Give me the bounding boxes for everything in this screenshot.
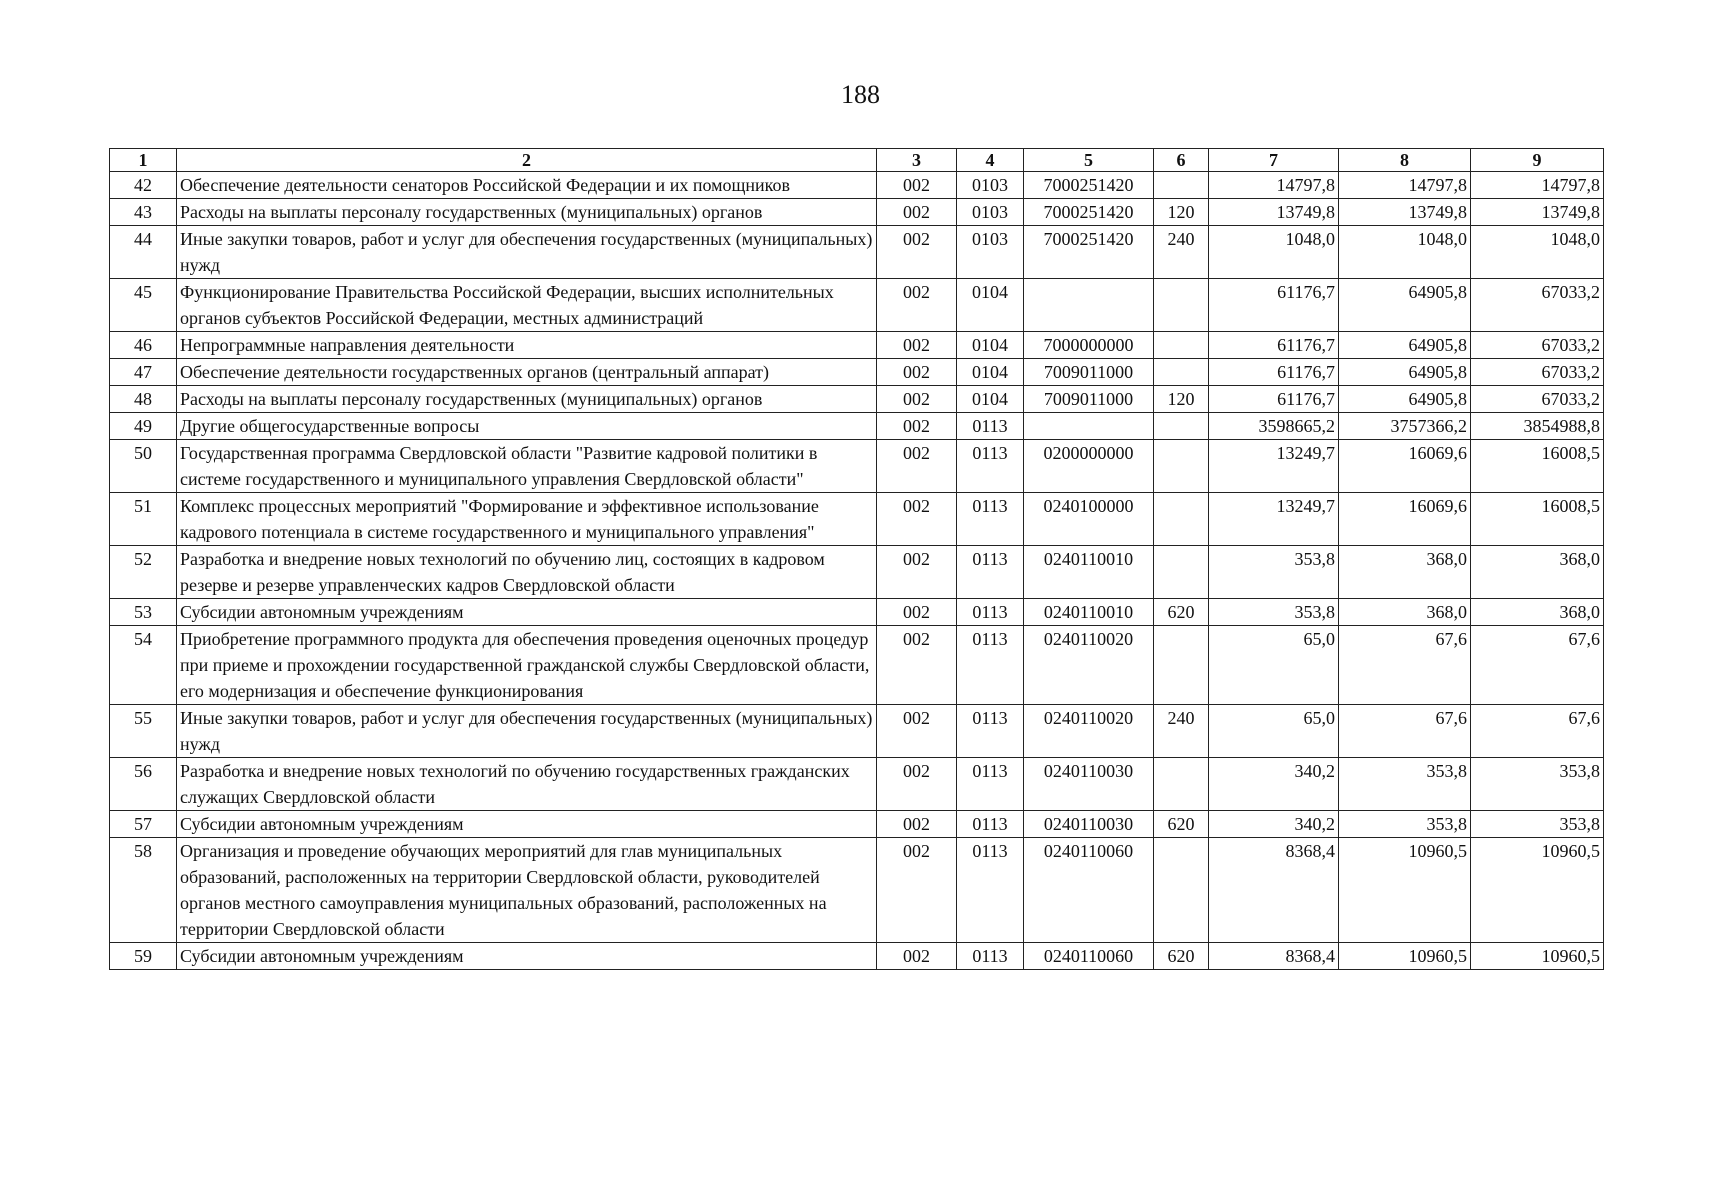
ministry-code-cell: 002 (877, 626, 957, 705)
expense-type-cell: 620 (1154, 811, 1209, 838)
amount-cell-col9: 3854988,8 (1471, 413, 1604, 440)
expense-name-cell: Субсидии автономным учреждениям (177, 599, 877, 626)
expense-name-cell: Функционирование Правительства Российской Федерации, высших исполнительных органов субъектов Российской Федерации, местных администраций (177, 279, 877, 332)
ministry-code-cell: 002 (877, 172, 957, 199)
amount-cell-col9: 67033,2 (1471, 386, 1604, 413)
table-row (110, 626, 1604, 705)
row-number-cell: 48 (110, 386, 177, 413)
expense-name-cell: Приобретение программного продукта для обеспечения проведения оценочных процедур при приеме и прохождении государственной гражданской службы Свердловской области, его модернизация и обеспечение функционирования (177, 626, 877, 705)
table-row (110, 705, 1604, 758)
section-code-cell: 0103 (957, 172, 1024, 199)
target-article-cell: 0240100000 (1024, 493, 1154, 546)
expense-type-cell (1154, 332, 1209, 359)
amount-cell-col8: 353,8 (1339, 758, 1471, 811)
table-row (110, 386, 1604, 413)
expense-name-cell: Обеспечение деятельности государственных органов (центральный аппарат) (177, 359, 877, 386)
ministry-code-cell: 002 (877, 943, 957, 970)
row-number-cell: 47 (110, 359, 177, 386)
row-number-cell: 46 (110, 332, 177, 359)
expense-type-cell (1154, 758, 1209, 811)
amount-cell-col8: 368,0 (1339, 599, 1471, 626)
amount-cell-col7: 61176,7 (1209, 279, 1339, 332)
target-article-cell: 0200000000 (1024, 440, 1154, 493)
expense-name-cell: Расходы на выплаты персоналу государственных (муниципальных) органов (177, 199, 877, 226)
target-article-cell: 0240110020 (1024, 626, 1154, 705)
amount-cell-col9: 1048,0 (1471, 226, 1604, 279)
target-article-cell: 0240110060 (1024, 943, 1154, 970)
amount-cell-col8: 64905,8 (1339, 332, 1471, 359)
row-number-cell: 58 (110, 838, 177, 943)
amount-cell-col8: 1048,0 (1339, 226, 1471, 279)
expense-name-cell: Иные закупки товаров, работ и услуг для обеспечения государственных (муниципальных) нужд (177, 705, 877, 758)
amount-cell-col9: 67,6 (1471, 705, 1604, 758)
amount-cell-col7: 65,0 (1209, 705, 1339, 758)
table-row (110, 758, 1604, 811)
row-number-cell: 59 (110, 943, 177, 970)
target-article-cell: 0240110010 (1024, 546, 1154, 599)
expense-type-cell: 120 (1154, 386, 1209, 413)
expense-type-cell (1154, 838, 1209, 943)
amount-cell-col7: 14797,8 (1209, 172, 1339, 199)
row-number-cell: 43 (110, 199, 177, 226)
amount-cell-col9: 67033,2 (1471, 332, 1604, 359)
table-row (110, 226, 1604, 279)
row-number-cell: 53 (110, 599, 177, 626)
page-number: 188 (841, 80, 880, 109)
table-row (110, 279, 1604, 332)
row-number-cell: 57 (110, 811, 177, 838)
ministry-code-cell: 002 (877, 359, 957, 386)
section-code-cell: 0113 (957, 626, 1024, 705)
header-cell: 5 (1024, 149, 1154, 172)
target-article-cell: 0240110010 (1024, 599, 1154, 626)
row-number-cell: 49 (110, 413, 177, 440)
amount-cell-col7: 3598665,2 (1209, 413, 1339, 440)
section-code-cell: 0113 (957, 493, 1024, 546)
target-article-cell: 0240110060 (1024, 838, 1154, 943)
expense-name-cell: Обеспечение деятельности сенаторов Российской Федерации и их помощников (177, 172, 877, 199)
amount-cell-col9: 16008,5 (1471, 493, 1604, 546)
target-article-cell (1024, 279, 1154, 332)
ministry-code-cell: 002 (877, 413, 957, 440)
section-code-cell: 0104 (957, 332, 1024, 359)
amount-cell-col9: 353,8 (1471, 811, 1604, 838)
target-article-cell: 7000251420 (1024, 199, 1154, 226)
table-row (110, 811, 1604, 838)
expense-type-cell (1154, 493, 1209, 546)
header-cell: 7 (1209, 149, 1339, 172)
amount-cell-col7: 65,0 (1209, 626, 1339, 705)
row-number-cell: 42 (110, 172, 177, 199)
amount-cell-col8: 10960,5 (1339, 943, 1471, 970)
section-code-cell: 0113 (957, 705, 1024, 758)
section-code-cell: 0104 (957, 386, 1024, 413)
section-code-cell: 0113 (957, 838, 1024, 943)
expense-type-cell (1154, 626, 1209, 705)
section-code-cell: 0104 (957, 279, 1024, 332)
ministry-code-cell: 002 (877, 440, 957, 493)
amount-cell-col7: 13249,7 (1209, 440, 1339, 493)
row-number-cell: 52 (110, 546, 177, 599)
row-number-cell: 50 (110, 440, 177, 493)
amount-cell-col7: 13749,8 (1209, 199, 1339, 226)
budget-table (109, 148, 1604, 970)
section-code-cell: 0104 (957, 359, 1024, 386)
expense-name-cell: Субсидии автономным учреждениям (177, 943, 877, 970)
ministry-code-cell: 002 (877, 199, 957, 226)
expense-name-cell: Разработка и внедрение новых технологий по обучению государственных гражданских служащих Свердловской области (177, 758, 877, 811)
row-number-cell: 55 (110, 705, 177, 758)
section-code-cell: 0113 (957, 599, 1024, 626)
amount-cell-col8: 3757366,2 (1339, 413, 1471, 440)
amount-cell-col8: 16069,6 (1339, 440, 1471, 493)
expense-name-cell: Другие общегосударственные вопросы (177, 413, 877, 440)
ministry-code-cell: 002 (877, 546, 957, 599)
row-number-cell: 51 (110, 493, 177, 546)
header-cell: 6 (1154, 149, 1209, 172)
row-number-cell: 44 (110, 226, 177, 279)
row-number-cell: 45 (110, 279, 177, 332)
expense-name-cell: Иные закупки товаров, работ и услуг для обеспечения государственных (муниципальных) нужд (177, 226, 877, 279)
amount-cell-col8: 67,6 (1339, 626, 1471, 705)
amount-cell-col7: 13249,7 (1209, 493, 1339, 546)
expense-type-cell: 620 (1154, 599, 1209, 626)
expense-name-cell: Непрограммные направления деятельности (177, 332, 877, 359)
amount-cell-col9: 14797,8 (1471, 172, 1604, 199)
amount-cell-col7: 61176,7 (1209, 359, 1339, 386)
ministry-code-cell: 002 (877, 386, 957, 413)
expense-type-cell: 240 (1154, 705, 1209, 758)
ministry-code-cell: 002 (877, 705, 957, 758)
amount-cell-col9: 368,0 (1471, 546, 1604, 599)
expense-type-cell (1154, 172, 1209, 199)
amount-cell-col7: 8368,4 (1209, 943, 1339, 970)
amount-cell-col7: 340,2 (1209, 811, 1339, 838)
expense-type-cell (1154, 546, 1209, 599)
target-article-cell: 7009011000 (1024, 359, 1154, 386)
header-cell: 4 (957, 149, 1024, 172)
amount-cell-col9: 368,0 (1471, 599, 1604, 626)
expense-name-cell: Расходы на выплаты персоналу государственных (муниципальных) органов (177, 386, 877, 413)
header-cell: 9 (1471, 149, 1604, 172)
row-number-cell: 54 (110, 626, 177, 705)
table-row (110, 359, 1604, 386)
amount-cell-col8: 16069,6 (1339, 493, 1471, 546)
section-code-cell: 0113 (957, 413, 1024, 440)
expense-name-cell: Комплекс процессных мероприятий "Формирование и эффективное использование кадрового потенциала в системе государственного и муниципального управления" (177, 493, 877, 546)
section-code-cell: 0113 (957, 811, 1024, 838)
amount-cell-col7: 8368,4 (1209, 838, 1339, 943)
amount-cell-col7: 1048,0 (1209, 226, 1339, 279)
amount-cell-col8: 64905,8 (1339, 359, 1471, 386)
section-code-cell: 0113 (957, 758, 1024, 811)
target-article-cell: 7000251420 (1024, 172, 1154, 199)
expense-name-cell: Организация и проведение обучающих мероприятий для глав муниципальных образований, расположенных на территории Свердловской области, руководителей органов местного самоуправления муниципальных образований, расположенных на территории Свердловской области (177, 838, 877, 943)
expense-type-cell: 240 (1154, 226, 1209, 279)
amount-cell-col8: 64905,8 (1339, 386, 1471, 413)
amount-cell-col7: 340,2 (1209, 758, 1339, 811)
target-article-cell: 0240110020 (1024, 705, 1154, 758)
amount-cell-col9: 10960,5 (1471, 943, 1604, 970)
amount-cell-col9: 67,6 (1471, 626, 1604, 705)
table-row (110, 413, 1604, 440)
target-article-cell: 0240110030 (1024, 758, 1154, 811)
amount-cell-col8: 64905,8 (1339, 279, 1471, 332)
amount-cell-col8: 10960,5 (1339, 838, 1471, 943)
amount-cell-col9: 13749,8 (1471, 199, 1604, 226)
amount-cell-col7: 61176,7 (1209, 386, 1339, 413)
expense-type-cell: 620 (1154, 943, 1209, 970)
header-cell: 2 (177, 149, 877, 172)
amount-cell-col7: 353,8 (1209, 546, 1339, 599)
ministry-code-cell: 002 (877, 599, 957, 626)
amount-cell-col8: 67,6 (1339, 705, 1471, 758)
expense-name-cell: Разработка и внедрение новых технологий по обучению лиц, состоящих в кадровом резерве и резерве управленческих кадров Свердловской области (177, 546, 877, 599)
header-row (110, 149, 1604, 172)
ministry-code-cell: 002 (877, 838, 957, 943)
ministry-code-cell: 002 (877, 226, 957, 279)
amount-cell-col9: 67033,2 (1471, 359, 1604, 386)
header-cell: 8 (1339, 149, 1471, 172)
ministry-code-cell: 002 (877, 332, 957, 359)
target-article-cell (1024, 413, 1154, 440)
section-code-cell: 0113 (957, 943, 1024, 970)
target-article-cell: 7009011000 (1024, 386, 1154, 413)
expense-type-cell (1154, 413, 1209, 440)
ministry-code-cell: 002 (877, 493, 957, 546)
section-code-cell: 0103 (957, 199, 1024, 226)
table-row (110, 440, 1604, 493)
amount-cell-col9: 353,8 (1471, 758, 1604, 811)
amount-cell-col9: 16008,5 (1471, 440, 1604, 493)
header-cell: 1 (110, 149, 177, 172)
expense-name-cell: Государственная программа Свердловской области "Развитие кадровой политики в системе государственного и муниципального управления Свердловской области" (177, 440, 877, 493)
expense-type-cell (1154, 359, 1209, 386)
table-row (110, 943, 1604, 970)
expense-name-cell: Субсидии автономным учреждениям (177, 811, 877, 838)
table-row (110, 172, 1604, 199)
amount-cell-col8: 14797,8 (1339, 172, 1471, 199)
table-row (110, 599, 1604, 626)
amount-cell-col8: 353,8 (1339, 811, 1471, 838)
target-article-cell: 7000000000 (1024, 332, 1154, 359)
section-code-cell: 0103 (957, 226, 1024, 279)
table-row (110, 838, 1604, 943)
ministry-code-cell: 002 (877, 811, 957, 838)
ministry-code-cell: 002 (877, 279, 957, 332)
amount-cell-col8: 13749,8 (1339, 199, 1471, 226)
header-cell: 3 (877, 149, 957, 172)
amount-cell-col8: 368,0 (1339, 546, 1471, 599)
expense-type-cell: 120 (1154, 199, 1209, 226)
table-row (110, 493, 1604, 546)
amount-cell-col7: 61176,7 (1209, 332, 1339, 359)
section-code-cell: 0113 (957, 546, 1024, 599)
table-row (110, 332, 1604, 359)
expense-type-cell (1154, 279, 1209, 332)
amount-cell-col9: 10960,5 (1471, 838, 1604, 943)
expense-type-cell (1154, 440, 1209, 493)
section-code-cell: 0113 (957, 440, 1024, 493)
amount-cell-col7: 353,8 (1209, 599, 1339, 626)
table-row (110, 199, 1604, 226)
target-article-cell: 7000251420 (1024, 226, 1154, 279)
amount-cell-col9: 67033,2 (1471, 279, 1604, 332)
row-number-cell: 56 (110, 758, 177, 811)
ministry-code-cell: 002 (877, 758, 957, 811)
table-row (110, 546, 1604, 599)
target-article-cell: 0240110030 (1024, 811, 1154, 838)
